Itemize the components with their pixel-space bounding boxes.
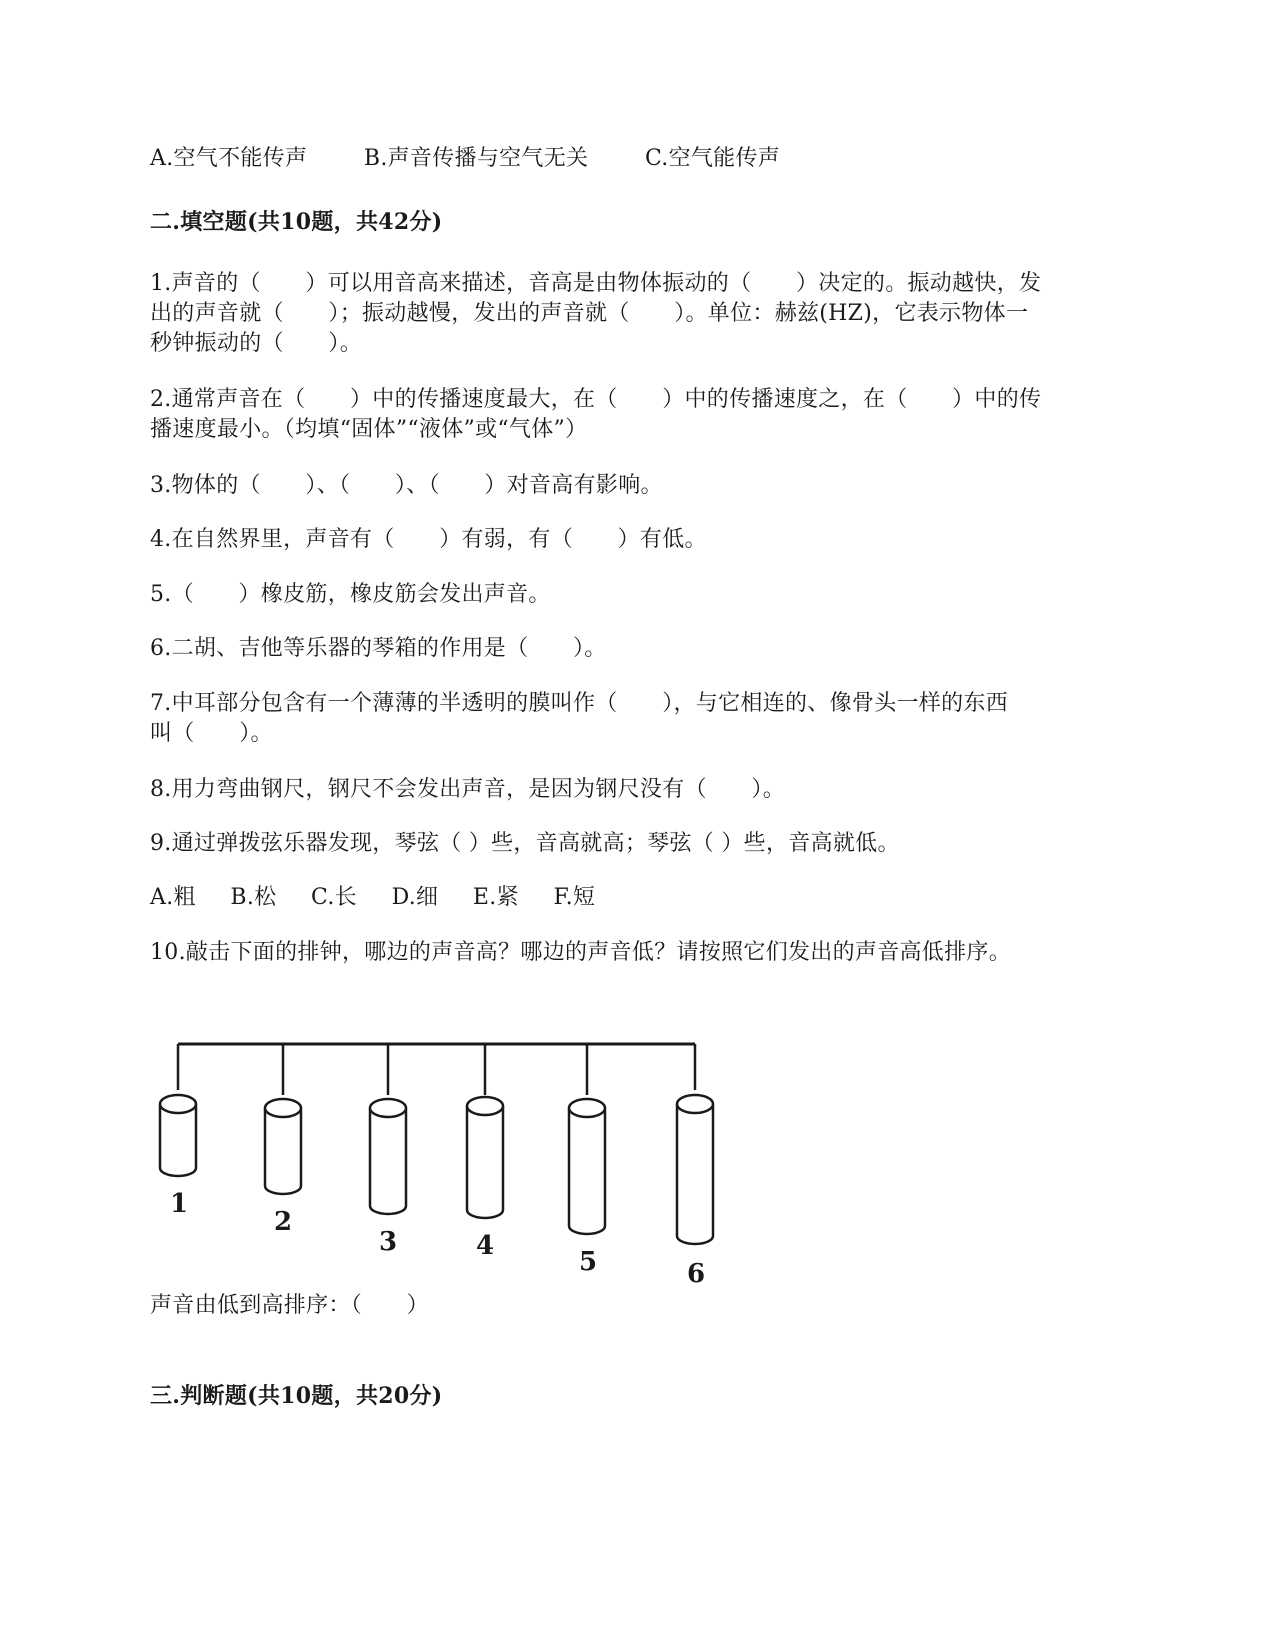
q9-option-f: F.短 — [553, 885, 596, 910]
option-c: C.空气能传声 — [644, 146, 781, 171]
q7-line-1: 7.中耳部分包含有一个薄薄的半透明的膜叫作（ ），与它相连的、像骨头一样的东西 — [150, 691, 1008, 716]
bell-3 — [370, 1099, 406, 1214]
section3-heading: 三.判断题(共10题，共20分) — [150, 1383, 443, 1409]
tubular-bells-figure — [150, 1040, 750, 1300]
q9-option-b: B.松 — [230, 885, 277, 910]
q9: 9.通过弹拨弦乐器发现，琴弦（ ）些，音高就高；琴弦（ ）些，音高就低。 — [150, 831, 900, 856]
q8: 8.用力弯曲钢尺，钢尺不会发出声音，是因为钢尺没有（ ）。 — [150, 777, 785, 802]
q9-option-e: E.紧 — [472, 885, 519, 910]
q1-line-1: 1.声音的（ ）可以用音高来描述，音高是由物体振动的（ ）决定的。振动越快，发 — [150, 271, 1042, 296]
bell-label-2: 2 — [274, 1207, 293, 1237]
q1-line-2: 出的声音就（ ）；振动越慢，发出的声音就（ ）。单位：赫兹(HZ)，它表示物体一 — [150, 301, 1029, 326]
q1-line-3: 秒钟振动的（ ）。 — [150, 331, 363, 356]
q4: 4.在自然界里，声音有（ ）有弱，有（ ）有低。 — [150, 527, 707, 552]
q9-option-c: C.长 — [311, 885, 357, 910]
q10: 10.敲击下面的排钟，哪边的声音高？哪边的声音低？请按照它们发出的声音高低排序。 — [150, 940, 1011, 965]
option-b: B.声音传播与空气无关 — [363, 146, 589, 171]
bell-label-5: 5 — [579, 1247, 598, 1277]
prev-question-options — [150, 143, 780, 175]
q2-line-1: 2.通常声音在（ ）中的传播速度最大，在（ ）中的传播速度之，在（ ）中的传 — [150, 387, 1042, 412]
q9-option-a: A.粗 — [150, 885, 196, 910]
bell-5 — [569, 1099, 605, 1234]
bell-2 — [265, 1099, 301, 1194]
bell-label-3: 3 — [379, 1227, 398, 1257]
bell-label-4: 4 — [476, 1231, 495, 1261]
bell-1 — [160, 1095, 196, 1176]
q9-option-d: D.细 — [391, 885, 439, 910]
q7-line-2: 叫（ ）。 — [150, 721, 273, 746]
q5: 5.（ ）橡皮筋，橡皮筋会发出声音。 — [150, 582, 551, 607]
option-a: A.空气不能传声 — [150, 146, 308, 171]
bell-label-1: 1 — [170, 1189, 189, 1219]
q3: 3.物体的（ ）、（ ）、（ ）对音高有影响。 — [150, 473, 663, 498]
tubular-bells-svg — [150, 1040, 750, 1300]
bell-label-6: 6 — [687, 1259, 706, 1289]
section2-heading: 二.填空题(共10题，共42分) — [150, 209, 443, 235]
bell-6 — [677, 1095, 713, 1244]
q10-answer: 声音由低到高排序：（ ） — [150, 1293, 429, 1318]
q2-line-2: 播速度最小。（均填“固体”“液体”或“气体”） — [150, 417, 588, 442]
q6: 6.二胡、吉他等乐器的琴箱的作用是（ ）。 — [150, 636, 607, 661]
q9-options — [150, 882, 595, 914]
bell-4 — [467, 1097, 503, 1218]
